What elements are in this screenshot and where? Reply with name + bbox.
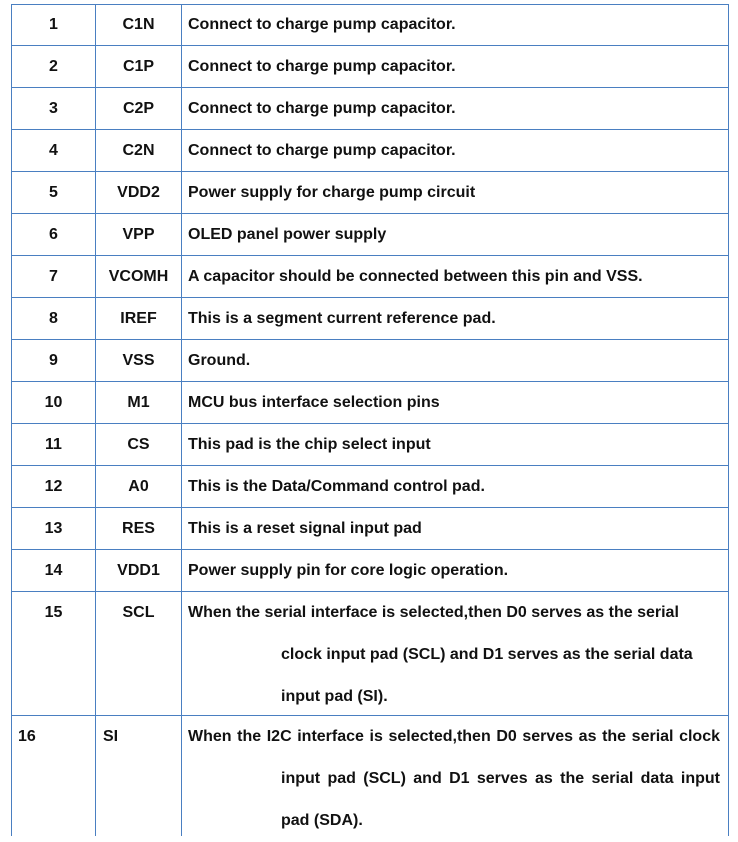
pin-name: SCL (96, 592, 182, 715)
pin-name: VSS (96, 340, 182, 381)
description-line: input pad (SCL) and D1 serves as the serial data input (281, 770, 720, 787)
pin-name: VDD2 (96, 172, 182, 213)
table-row (12, 382, 728, 424)
pin-name: A0 (96, 466, 182, 507)
pin-name: RES (96, 508, 182, 549)
table-row (12, 716, 728, 836)
pin-description: This pad is the chip select input (188, 436, 431, 453)
pin-number: 11 (12, 424, 96, 465)
pin-number: 16 (12, 716, 96, 836)
table-row (12, 130, 728, 172)
description-line: When the serial interface is selected,then D0 serves as the serial (188, 604, 679, 621)
pin-description: Connect to charge pump capacitor. (188, 16, 456, 33)
table-row (12, 466, 728, 508)
table-row (12, 424, 728, 466)
pin-description: A capacitor should be connected between this pin and VSS. (188, 268, 643, 285)
pin-description (182, 716, 728, 836)
description-line: pad (SDA). (281, 812, 363, 829)
pin-description: OLED panel power supply (188, 226, 387, 243)
pin-number: 8 (12, 298, 96, 339)
pin-number: 4 (12, 130, 96, 171)
pin-name: C1N (96, 4, 182, 45)
pin-number: 15 (12, 592, 96, 715)
pin-name: IREF (96, 298, 182, 339)
pin-description: This is the Data/Command control pad. (188, 478, 485, 495)
pin-name: VCOMH (96, 256, 182, 297)
pin-description: Power supply pin for core logic operation. (188, 562, 509, 579)
pin-number: 12 (12, 466, 96, 507)
pin-number: 3 (12, 88, 96, 129)
table-row (12, 340, 728, 382)
table-row (12, 592, 728, 716)
table-row (12, 298, 728, 340)
pin-description: Connect to charge pump capacitor. (188, 142, 456, 159)
pin-name: CS (96, 424, 182, 465)
pin-description: Connect to charge pump capacitor. (188, 58, 456, 75)
table-row (12, 172, 728, 214)
table-row (12, 214, 728, 256)
pin-description: Power supply for charge pump circuit (188, 184, 476, 201)
pin-number: 7 (12, 256, 96, 297)
pin-number: 9 (12, 340, 96, 381)
pin-number: 6 (12, 214, 96, 255)
pin-number: 5 (12, 172, 96, 213)
pin-description: Connect to charge pump capacitor. (188, 100, 456, 117)
table-row (12, 508, 728, 550)
pin-number: 1 (12, 4, 96, 45)
description-line: input pad (SI). (281, 688, 388, 705)
pin-name: VDD1 (96, 550, 182, 591)
table-row (12, 550, 728, 592)
pin-description-table (11, 4, 729, 836)
description-line: clock input pad (SCL) and D1 serves as the serial data (281, 646, 693, 663)
pin-description: This is a reset signal input pad (188, 520, 422, 537)
pin-description: This is a segment current reference pad. (188, 310, 496, 327)
pin-name: SI (96, 716, 182, 836)
pin-name: C2P (96, 88, 182, 129)
pin-number: 14 (12, 550, 96, 591)
pin-description: MCU bus interface selection pins (188, 394, 440, 411)
table-row (12, 4, 728, 46)
table-row (12, 256, 728, 298)
pin-description: Ground. (188, 352, 251, 369)
pin-number: 13 (12, 508, 96, 549)
pin-name: VPP (96, 214, 182, 255)
pin-number: 10 (12, 382, 96, 423)
table-row (12, 88, 728, 130)
table-row (12, 46, 728, 88)
pin-name: C2N (96, 130, 182, 171)
pin-description (182, 592, 728, 715)
pin-number: 2 (12, 46, 96, 87)
description-line: When the I2C interface is selected,then D0 serves as the serial clock (188, 728, 720, 745)
pin-name: C1P (96, 46, 182, 87)
pin-name: M1 (96, 382, 182, 423)
